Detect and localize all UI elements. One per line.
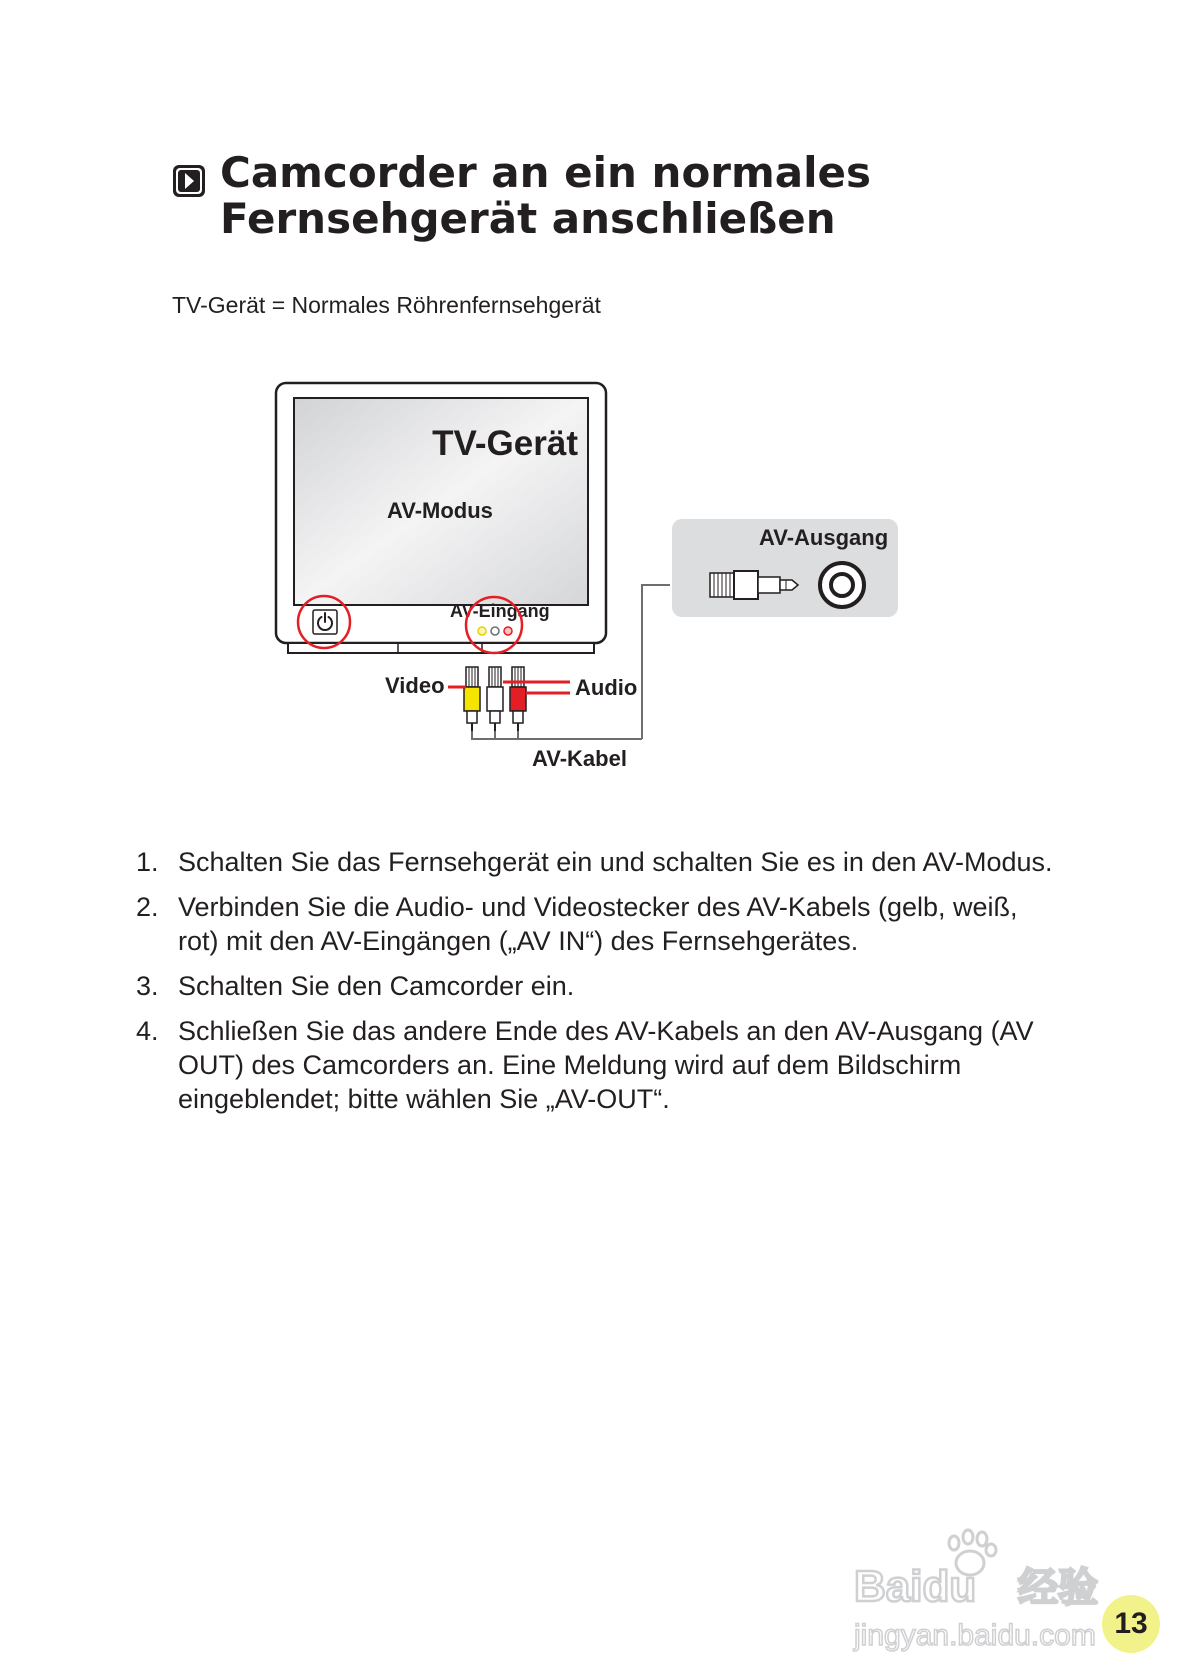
list-item: [132, 845, 1062, 879]
step-number: 3.: [136, 971, 159, 1001]
audio-label: Audio: [575, 675, 638, 700]
instruction-list: [132, 845, 1062, 1127]
av-jack-white: [491, 627, 499, 635]
subtitle: TV-Gerät = Normales Röhrenfernsehgerät: [172, 292, 601, 318]
step-number: 2.: [136, 892, 159, 922]
av-output-label: AV-Ausgang: [759, 525, 889, 550]
step-number: 4.: [136, 1016, 159, 1046]
watermark-url: jingyan.baidu.com: [854, 1619, 1096, 1652]
connection-diagram: [270, 375, 920, 775]
rca-plug-audio-red: [510, 667, 526, 731]
baidu-watermark: [850, 1505, 1110, 1655]
title-line-2: Fernsehgerät anschließen: [220, 194, 836, 243]
chevron-right-icon: [172, 164, 206, 198]
av-output-jack: [820, 563, 864, 607]
step-text: Schließen Sie das andere Ende des AV-Kabels an den AV-Ausgang (AV OUT) des Camcorders an. Eine Meldung wird auf dem Bildschirm eingeblendet; bitte wählen Sie „AV-OUT“.: [178, 1016, 1034, 1114]
av-input-label: AV-Eingang: [450, 601, 550, 621]
av-cable-label: AV-Kabel: [532, 746, 627, 771]
page-title: [220, 150, 940, 242]
av-jack-red: [504, 627, 512, 635]
step-text: Schalten Sie das Fernsehgerät ein und schalten Sie es in den AV-Modus.: [178, 847, 1053, 877]
step-number: 1.: [136, 847, 159, 877]
step-text: Verbinden Sie die Audio- und Videostecker des AV-Kabels (gelb, weiß, rot) mit den AV-Eingängen („AV IN“) des Fernsehgerätes.: [178, 892, 1018, 956]
rca-plug-audio-white: [487, 667, 503, 731]
page-number: 13: [1102, 1595, 1160, 1653]
list-item: [132, 969, 1062, 1003]
av-jack-yellow: [478, 627, 486, 635]
step-text: Schalten Sie den Camcorder ein.: [178, 971, 575, 1001]
av-mode-label: AV-Modus: [387, 498, 493, 523]
list-item: [132, 890, 1062, 958]
rca-plug-video: [464, 667, 480, 731]
title-line-1: Camcorder an ein normales: [220, 148, 871, 197]
tv-label: TV-Gerät: [432, 424, 578, 463]
list-item: [132, 1014, 1062, 1116]
watermark-logo-cn: 经验: [1018, 1565, 1098, 1611]
watermark-logo: Baidu: [854, 1562, 977, 1611]
video-label: Video: [385, 673, 445, 698]
